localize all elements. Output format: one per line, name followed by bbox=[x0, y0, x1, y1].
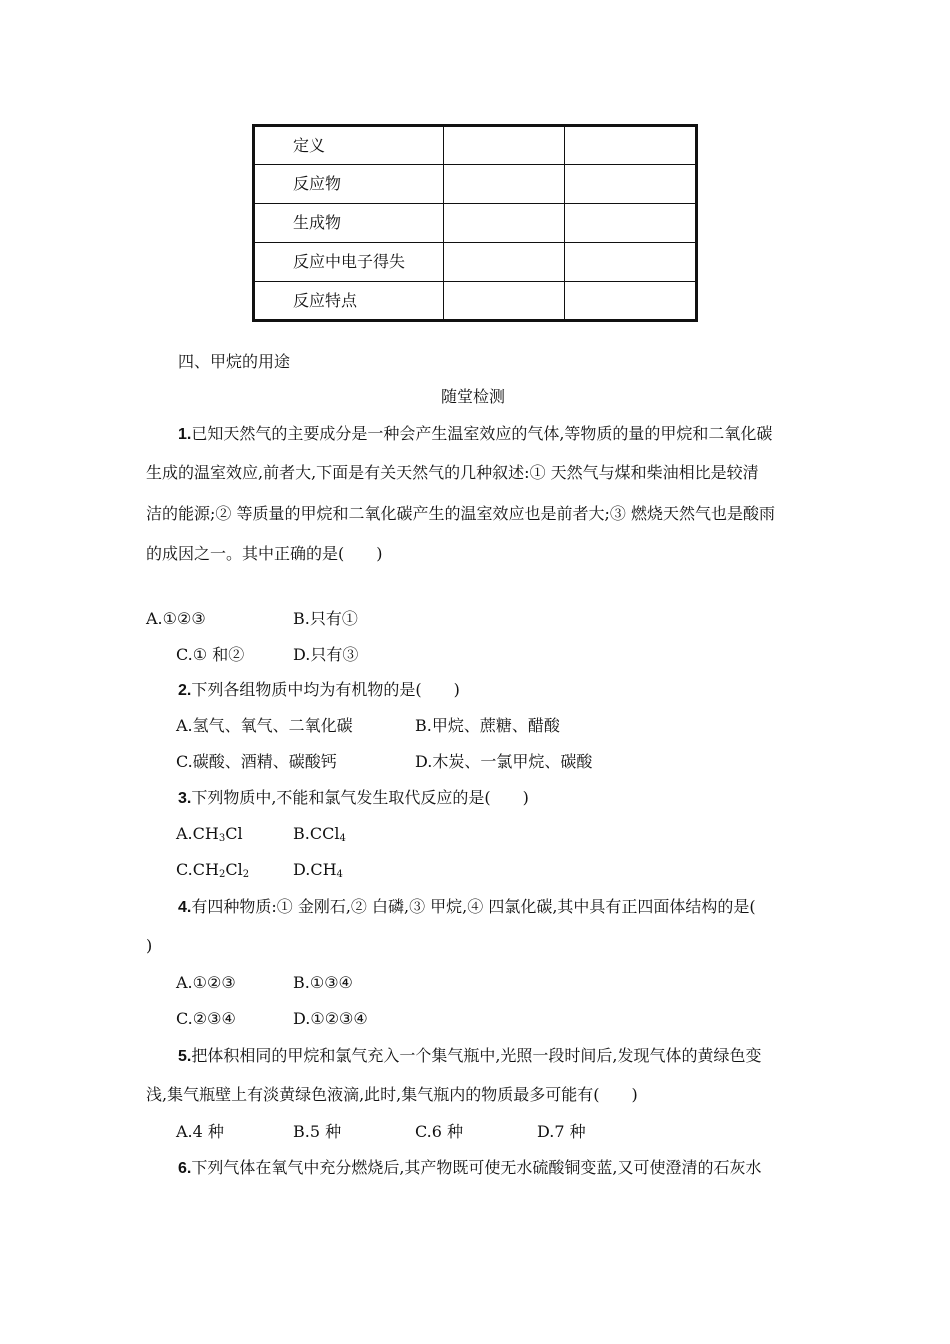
question-number: 2. bbox=[178, 682, 192, 699]
table-row bbox=[254, 126, 697, 165]
table-cell[interactable] bbox=[565, 204, 697, 243]
question-5 bbox=[178, 1046, 762, 1067]
question-3 bbox=[178, 788, 529, 809]
option-b[interactable] bbox=[293, 824, 346, 844]
formula-subscript: 2 bbox=[242, 869, 250, 880]
option-d[interactable]: D.木炭、一氯甲烷、碳酸 bbox=[415, 752, 593, 771]
option-d[interactable] bbox=[293, 860, 343, 880]
option-a[interactable]: A.氢气、氧气、二氧化碳 bbox=[176, 716, 353, 735]
question-line: 下列气体在氧气中充分燃烧后,其产物既可使无水硫酸铜变蓝,又可使澄清的石灰水 bbox=[191, 1158, 762, 1177]
table-row bbox=[254, 243, 697, 282]
table-cell[interactable] bbox=[565, 243, 697, 282]
table-row-label: 反应物 bbox=[254, 165, 444, 204]
formula-subscript: 4 bbox=[339, 833, 346, 844]
option-c[interactable]: C.6 种 bbox=[415, 1122, 464, 1141]
option-a[interactable]: A.①②③ bbox=[176, 973, 236, 992]
table-cell[interactable] bbox=[443, 243, 564, 282]
formula-text: Cl bbox=[225, 824, 243, 843]
section-heading: 四、甲烷的用途 bbox=[178, 352, 291, 371]
question-line: 已知天然气的主要成分是一种会产生温室效应的气体,等物质的量的甲烷和二氧化碳 bbox=[191, 424, 773, 443]
question-stem: 下列各组物质中均为有机物的是( ) bbox=[191, 680, 460, 699]
option-c[interactable]: C.②③④ bbox=[176, 1009, 236, 1028]
option-b[interactable]: B.只有① bbox=[293, 609, 358, 628]
question-number: 5. bbox=[178, 1048, 192, 1065]
question-line: 浅,集气瓶壁上有淡黄绿色液滴,此时,集气瓶内的物质最多可能有( ) bbox=[146, 1085, 638, 1104]
option-a[interactable] bbox=[176, 824, 243, 844]
table-cell[interactable] bbox=[443, 126, 564, 165]
option-c[interactable]: C.碳酸、酒精、碳酸钙 bbox=[176, 752, 337, 771]
question-6 bbox=[178, 1158, 762, 1179]
question-line: 有四种物质:① 金刚石,② 白磷,③ 甲烷,④ 四氯化碳,其中具有正四面体结构的是( bbox=[191, 897, 756, 916]
option-b[interactable]: B.甲烷、蔗糖、醋酸 bbox=[415, 716, 560, 735]
question-1 bbox=[178, 424, 772, 445]
comparison-table bbox=[252, 124, 698, 322]
formula-text: D.CH bbox=[293, 860, 337, 879]
option-d[interactable]: D.7 种 bbox=[537, 1122, 586, 1141]
table-row bbox=[254, 165, 697, 204]
table-cell[interactable] bbox=[443, 204, 564, 243]
formula-text: Cl bbox=[225, 860, 243, 879]
option-c[interactable] bbox=[176, 860, 249, 880]
option-b[interactable]: B.5 种 bbox=[293, 1122, 342, 1141]
table-row-label: 反应中电子得失 bbox=[254, 243, 444, 282]
option-b[interactable]: B.①③④ bbox=[293, 973, 353, 992]
table-cell[interactable] bbox=[443, 282, 564, 321]
question-line: ) bbox=[146, 936, 153, 955]
question-number: 4. bbox=[178, 899, 192, 916]
section-title: 随堂检测 bbox=[441, 387, 506, 406]
table-row-label: 生成物 bbox=[254, 204, 444, 243]
formula-text: A.CH bbox=[176, 824, 219, 843]
question-line: 洁的能源;② 等质量的甲烷和二氧化碳产生的温室效应也是前者大;③ 燃烧天然气也是酸雨 bbox=[146, 504, 775, 523]
table-cell[interactable] bbox=[443, 165, 564, 204]
option-a[interactable]: A.①②③ bbox=[146, 609, 206, 628]
table-row-label: 反应特点 bbox=[254, 282, 444, 321]
question-number: 6. bbox=[178, 1160, 192, 1177]
table-cell[interactable] bbox=[565, 126, 697, 165]
formula-subscript: 4 bbox=[336, 869, 343, 880]
formula-subscript: 2 bbox=[218, 869, 226, 880]
question-line: 的成因之一。其中正确的是( ) bbox=[146, 544, 383, 563]
question-line: 生成的温室效应,前者大,下面是有关天然气的几种叙述:① 天然气与煤和柴油相比是较清 bbox=[146, 463, 759, 482]
formula-text: B.CCl bbox=[293, 824, 340, 843]
table-row-label: 定义 bbox=[254, 126, 444, 165]
formula-text: C.CH bbox=[176, 860, 219, 879]
table-row bbox=[254, 282, 697, 321]
question-number: 1. bbox=[178, 426, 192, 443]
question-stem: 下列物质中,不能和氯气发生取代反应的是( ) bbox=[191, 788, 529, 807]
option-d[interactable]: D.①②③④ bbox=[293, 1009, 368, 1028]
option-d[interactable]: D.只有③ bbox=[293, 645, 359, 664]
question-number: 3. bbox=[178, 790, 192, 807]
option-a[interactable]: A.4 种 bbox=[176, 1122, 224, 1141]
question-line: 把体积相同的甲烷和氯气充入一个集气瓶中,光照一段时间后,发现气体的黄绿色变 bbox=[191, 1046, 762, 1065]
question-2 bbox=[178, 680, 460, 701]
option-c[interactable]: C.① 和② bbox=[176, 645, 245, 664]
formula-subscript: 3 bbox=[218, 833, 226, 844]
table-cell[interactable] bbox=[565, 165, 697, 204]
table-row bbox=[254, 204, 697, 243]
question-4 bbox=[178, 897, 756, 918]
table-cell[interactable] bbox=[565, 282, 697, 321]
